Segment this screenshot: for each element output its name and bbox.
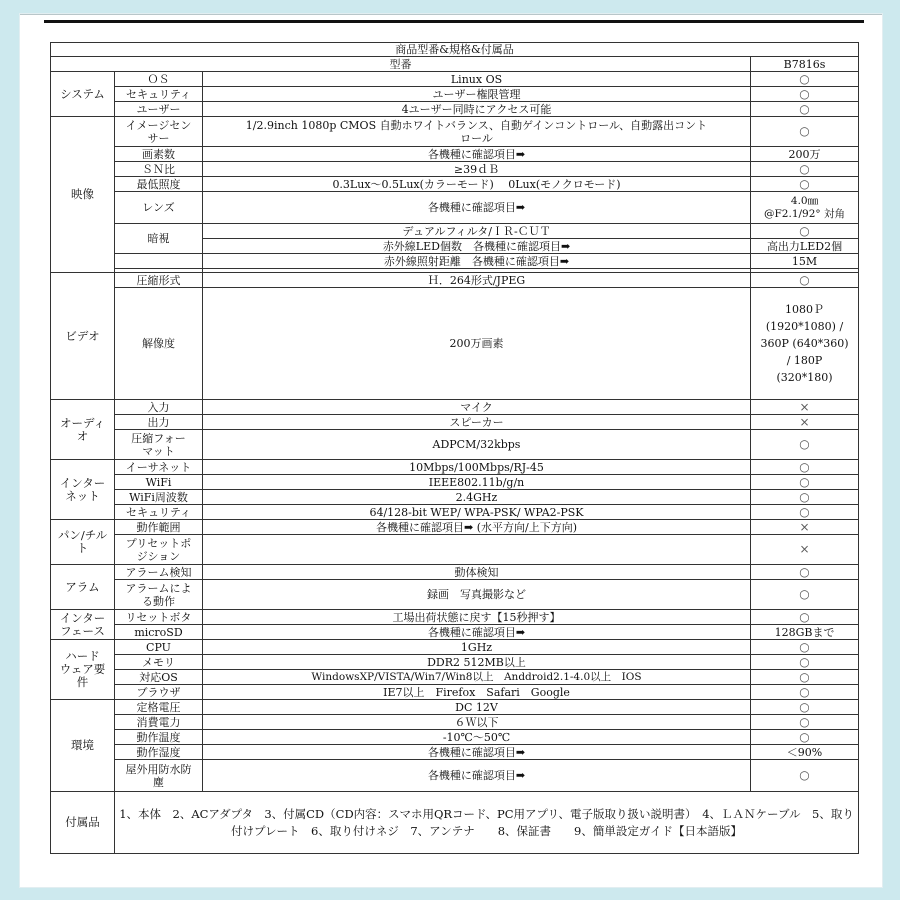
row-value: 2.4GHz xyxy=(203,490,751,505)
table-row xyxy=(51,273,859,288)
table-row xyxy=(51,580,859,610)
row-mark: ○ xyxy=(751,177,859,192)
row-label: 暗視 xyxy=(115,224,203,254)
category-video-image: 映像 xyxy=(51,117,115,273)
table-row xyxy=(51,535,859,565)
row-mark: 1080Ｐ (1920*1080) / 360P (640*360) / 180P (320*180) xyxy=(751,288,859,400)
row-value: IE7以上 Firefox Safari Google xyxy=(203,685,751,700)
table-row xyxy=(51,460,859,475)
table-row xyxy=(51,610,859,625)
table-row xyxy=(51,745,859,760)
doc-title: 商品型番&規格&付属品 xyxy=(51,43,859,57)
row-value: Ｈ．264形式/JPEG xyxy=(203,273,751,288)
row-label: アラーム検知 xyxy=(115,565,203,580)
table-row xyxy=(51,520,859,535)
row-mark: ○ xyxy=(751,162,859,177)
row-mark: × xyxy=(751,415,859,430)
table-row xyxy=(51,177,859,192)
table-row xyxy=(51,192,859,224)
row-label: WiFi周波数 xyxy=(115,490,203,505)
category-video: ビデオ xyxy=(51,273,115,400)
table-row xyxy=(51,87,859,102)
category-accessories: 付属品 xyxy=(51,792,115,854)
row-mark: ○ xyxy=(751,730,859,745)
row-value: 1/2.9inch 1080p CMOS 自動ホワイトバランス、自動ゲインコントロール、自動露出コント ロール xyxy=(203,117,751,147)
table-row xyxy=(51,490,859,505)
accessories-text: 1、本体 2、ACアダプタ 3、付属CD（CD内容：スマホ用QRコード、PC用アプリ、電子版取り扱い説明書） 4、ＬＡＮケーブル 5、取り付けプレート 6、取り付けネジ 7、アンテナ 8、保証書 9、簡単設定ガイド【日本語版】 xyxy=(115,792,859,854)
row-label: レンズ xyxy=(115,192,203,224)
model-value: B7816s xyxy=(751,57,859,72)
row-mark: ○ xyxy=(751,640,859,655)
table-row xyxy=(51,565,859,580)
row-value: ADPCM/32kbps xyxy=(203,430,751,460)
title-row xyxy=(51,43,859,57)
row-mark: ○ xyxy=(751,117,859,147)
row-label: ＳＮ比 xyxy=(115,162,203,177)
row-label: 最低照度 xyxy=(115,177,203,192)
row-value: 10Mbps/100Mbps/RJ-45 xyxy=(203,460,751,475)
row-label: 動作温度 xyxy=(115,730,203,745)
table-row xyxy=(51,715,859,730)
row-value: 各機種に確認項目➡ xyxy=(203,147,751,162)
row-label: WiFi xyxy=(115,475,203,490)
category-hardware: ハード ウェア要 件 xyxy=(51,640,115,700)
row-value: 動体検知 xyxy=(203,565,751,580)
row-mark: 128GBまで xyxy=(751,625,859,640)
row-mark: ○ xyxy=(751,87,859,102)
table-row xyxy=(51,400,859,415)
row-mark: ○ xyxy=(751,430,859,460)
row-value: -10℃～50℃ xyxy=(203,730,751,745)
row-mark: ○ xyxy=(751,102,859,117)
row-mark: ○ xyxy=(751,72,859,87)
row-value: DC 12V xyxy=(203,700,751,715)
row-label: CPU xyxy=(115,640,203,655)
row-value: 4ユーザー同時にアクセス可能 xyxy=(203,102,751,117)
row-value: 0.3Lux～0.5Lux(カラーモード) 0Lux(モノクロモード) xyxy=(203,177,751,192)
row-mark: ○ xyxy=(751,460,859,475)
table-row xyxy=(51,625,859,640)
row-label: 消費電力 xyxy=(115,715,203,730)
category-interface: インター フェース xyxy=(51,610,115,640)
row-label: ＯＳ xyxy=(115,72,203,87)
table-row xyxy=(51,685,859,700)
row-value: 工場出荷状態に戻す【15秒押す】 xyxy=(203,610,751,625)
table-row xyxy=(51,730,859,745)
row-mark: ○ xyxy=(751,715,859,730)
row-label: 屋外用防水防 塵 xyxy=(115,760,203,792)
model-row xyxy=(51,57,859,72)
table-row xyxy=(51,475,859,490)
row-label: イーサネット xyxy=(115,460,203,475)
row-mark: ○ xyxy=(751,490,859,505)
row-value: 200万画素 xyxy=(203,288,751,400)
row-value: 赤外線LED個数 各機種に確認項目➡ xyxy=(203,239,751,254)
table-row xyxy=(51,288,859,400)
row-label: 圧縮形式 xyxy=(115,273,203,288)
row-mark: ○ xyxy=(751,685,859,700)
category-pan-tilt: パン/チル ト xyxy=(51,520,115,565)
row-mark: × xyxy=(751,400,859,415)
category-alarm: アラム xyxy=(51,565,115,610)
row-mark: ○ xyxy=(751,580,859,610)
table-row xyxy=(51,792,859,854)
row-value: IEEE802.11b/g/n xyxy=(203,475,751,490)
row-label: 対応OS xyxy=(115,670,203,685)
row-mark: ○ xyxy=(751,475,859,490)
row-label: メモリ xyxy=(115,655,203,670)
row-label: 画素数 xyxy=(115,147,203,162)
row-value: マイク xyxy=(203,400,751,415)
table-row xyxy=(51,700,859,715)
table-row xyxy=(51,430,859,460)
row-mark: ○ xyxy=(751,610,859,625)
spec-table xyxy=(50,42,859,854)
row-value: ６Ｗ以下 xyxy=(203,715,751,730)
table-row xyxy=(51,670,859,685)
row-label: セキュリティ xyxy=(115,505,203,520)
row-label: 出力 xyxy=(115,415,203,430)
row-label: リセットボタ xyxy=(115,610,203,625)
row-label: 解像度 xyxy=(115,288,203,400)
row-mark: ○ xyxy=(751,670,859,685)
table-row xyxy=(51,415,859,430)
table-row xyxy=(51,162,859,177)
category-environment: 環境 xyxy=(51,700,115,792)
row-value: 赤外線照射距離 各機種に確認項目➡ xyxy=(203,254,751,269)
row-mark: 200万 xyxy=(751,147,859,162)
row-label: イメージセン サー xyxy=(115,117,203,147)
row-value: Linux OS xyxy=(203,72,751,87)
model-label: 型番 xyxy=(51,57,751,72)
table-row xyxy=(51,224,859,239)
row-value: ユーザー権限管理 xyxy=(203,87,751,102)
row-value: スピーカー xyxy=(203,415,751,430)
row-mark: × xyxy=(751,535,859,565)
row-label: セキュリティ xyxy=(115,87,203,102)
row-label: ブラウザ xyxy=(115,685,203,700)
row-value: 各機種に確認項目➡ xyxy=(203,625,751,640)
top-rule xyxy=(44,20,864,23)
row-mark: ＜90% xyxy=(751,745,859,760)
row-label: アラームによ る動作 xyxy=(115,580,203,610)
table-row xyxy=(51,72,859,87)
row-mark: 高出力LED2個 xyxy=(751,239,859,254)
row-value: WindowsXP/VISTA/Win7/Win8以上 Anddroid2.1-4.0以上 IOS xyxy=(203,670,751,685)
table-row xyxy=(51,760,859,792)
row-value: 1GHz xyxy=(203,640,751,655)
row-value: DDR2 512MB以上 xyxy=(203,655,751,670)
row-mark: × xyxy=(751,520,859,535)
row-label: microSD xyxy=(115,625,203,640)
row-mark: 4.0㎜ @F2.1/92° 対角 xyxy=(751,192,859,224)
table-row xyxy=(51,505,859,520)
row-mark: ○ xyxy=(751,273,859,288)
row-mark: ○ xyxy=(751,565,859,580)
row-value: 録画 写真撮影など xyxy=(203,580,751,610)
category-internet: インター ネット xyxy=(51,460,115,520)
row-label-empty xyxy=(115,254,203,269)
row-value: デュアルフィルタ/ＩＲ-ＣＵＴ xyxy=(203,224,751,239)
table-row xyxy=(51,254,859,269)
row-mark: ○ xyxy=(751,760,859,792)
row-label: プリセットポ ジション xyxy=(115,535,203,565)
row-value: ≥39ｄＢ xyxy=(203,162,751,177)
row-mark: ○ xyxy=(751,655,859,670)
row-value: 64/128-bit WEP/ WPA-PSK/ WPA2-PSK xyxy=(203,505,751,520)
category-audio: オーディ オ xyxy=(51,400,115,460)
row-label: ユーザー xyxy=(115,102,203,117)
row-mark: ○ xyxy=(751,505,859,520)
row-mark: ○ xyxy=(751,700,859,715)
row-label: 動作湿度 xyxy=(115,745,203,760)
table-row xyxy=(51,147,859,162)
table-row xyxy=(51,640,859,655)
row-mark: 15M xyxy=(751,254,859,269)
row-value xyxy=(203,535,751,565)
table-row xyxy=(51,655,859,670)
row-value: 各機種に確認項目➡ (水平方向/上下方向) xyxy=(203,520,751,535)
row-value: 各機種に確認項目➡ xyxy=(203,745,751,760)
row-value: 各機種に確認項目➡ xyxy=(203,760,751,792)
row-mark: ○ xyxy=(751,224,859,239)
row-value: 各機種に確認項目➡ xyxy=(203,192,751,224)
table-row xyxy=(51,102,859,117)
table-row xyxy=(51,117,859,147)
row-label: 入力 xyxy=(115,400,203,415)
row-label: 圧縮フォー マット xyxy=(115,430,203,460)
row-label: 定格電圧 xyxy=(115,700,203,715)
row-label: 動作範囲 xyxy=(115,520,203,535)
category-system: システム xyxy=(51,72,115,117)
